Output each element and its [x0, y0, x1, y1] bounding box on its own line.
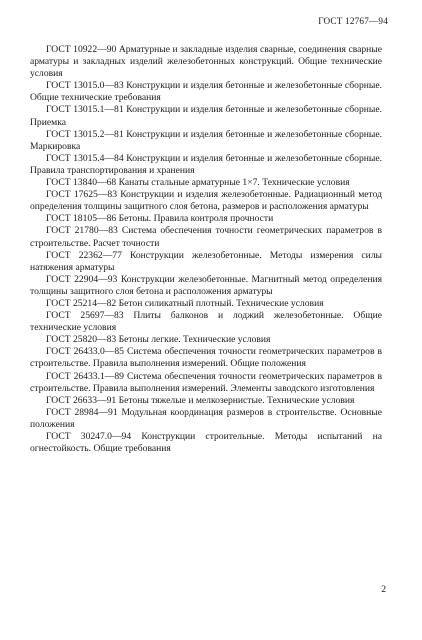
- reference-entry: ГОСТ 13015.1—81 Конструкции и изделия бетонные и железобетонные сборные. Приемка: [30, 104, 382, 128]
- standards-reference-list: [30, 44, 382, 455]
- reference-entry: ГОСТ 13015.2—81 Конструкции и изделия бетонные и железобетонные сборные. Маркировка: [30, 128, 382, 152]
- reference-entry: ГОСТ 26433.1—89 Система обеспечения точности геометрических параметров в строительстве. Правила выполнения измерений. Элементы заводского изготовления: [30, 370, 382, 394]
- reference-entry: ГОСТ 26633—91 Бетоны тяжелые и мелкозернистые. Технические условия: [46, 394, 355, 406]
- reference-entry: ГОСТ 28984—91 Модульная координация размеров в строительстве. Основные положения: [30, 406, 382, 430]
- document-header: ГОСТ 12767—94: [318, 16, 388, 26]
- page-number: 2: [381, 584, 386, 595]
- reference-entry: ГОСТ 17625—83 Конструкции и изделия железобетонные. Радиационный метод определения толщины защитного слоя бетона, размеров и расположения арматуры: [30, 189, 382, 213]
- reference-entry: ГОСТ 13015.4—84 Конструкции и изделия бетонные и железобетонные сборные. Правила транспортирования и хранения: [30, 152, 382, 176]
- reference-entry: ГОСТ 25214—82 Бетон силикатный плотный. Технические условия: [46, 297, 324, 309]
- reference-entry: ГОСТ 21780—83 Система обеспечения точности геометрических параметров в строительстве. Расчет точности: [30, 225, 382, 249]
- reference-entry: ГОСТ 18105—86 Бетоны. Правила контроля прочности: [46, 213, 274, 225]
- reference-entry: ГОСТ 10922—90 Арматурные и закладные изделия сварные, соединения сварные арматуры и закладных изделий железобетонных конструкций. Общие технические условия: [30, 44, 382, 80]
- reference-entry: ГОСТ 25820—83 Бетоны легкие. Технические условия: [46, 334, 271, 346]
- reference-entry: ГОСТ 13015.0—83 Конструкции и изделия бетонные и железобетонные сборные. Общие технические требования: [30, 80, 382, 104]
- reference-entry: ГОСТ 22362—77 Конструкции железобетонные. Методы измерения силы натяжения арматуры: [30, 249, 382, 273]
- reference-entry: ГОСТ 30247.0—94 Конструкции строительные. Методы испытаний на огнестойкость. Общие требования: [30, 431, 382, 455]
- reference-entry: ГОСТ 25697—83 Плиты балконов и лоджий железобетонные. Общие технические условия: [30, 310, 382, 334]
- reference-entry: ГОСТ 26433.0—85 Система обеспечения точности геометрических параметров в строительстве. Правила выполнения измерений. Общие положения: [30, 346, 382, 370]
- reference-entry: ГОСТ 13840—68 Канаты стальные арматурные 1×7. Технические условия: [46, 177, 350, 189]
- reference-entry: ГОСТ 22904—93 Конструкции железобетонные. Магнитный метод определения толщины защитного слоя бетона и расположения арматуры: [30, 273, 382, 297]
